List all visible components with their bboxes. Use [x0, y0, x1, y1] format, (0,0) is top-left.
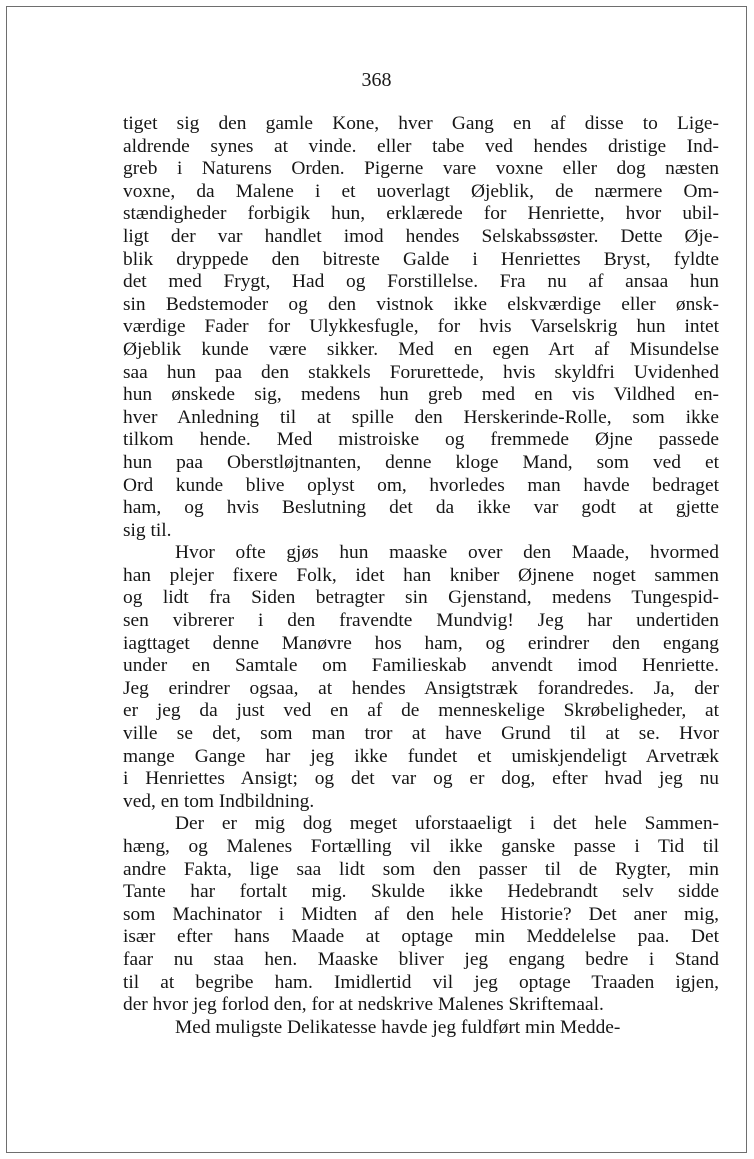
body-text — [123, 113, 719, 1039]
text-line: sen vibrerer i den fravendte Mundvig! Jeg har undertiden — [123, 610, 719, 632]
text-line: tilkom hende. Med mistroiske og fremmede Øjne passede — [123, 429, 719, 451]
paragraph — [123, 113, 719, 542]
text-line: ham, og hvis Beslutning det da ikke var godt at gjette — [123, 497, 719, 519]
text-line: han plejer fixere Folk, idet han kniber Øjnene noget sammen — [123, 564, 719, 586]
text-line: hun paa Oberstløjtnanten, denne kloge Mand, som ved et — [123, 451, 719, 473]
text-line: hun ønskede sig, medens hun greb med en vis Vildhed en- — [123, 384, 719, 406]
text-line: hæng, og Malenes Fortælling vil ikke ganske passe i Tid til — [123, 836, 719, 857]
text-line: ligt der var handlet imod hendes Selskabssøster. Dette Øje- — [123, 225, 719, 247]
paragraph — [123, 542, 719, 813]
text-line: Jeg erindrer ogsaa, at hendes Ansigtstræk forandredes. Ja, der — [123, 677, 719, 699]
text-line: til at begribe ham. Imidlertid vil jeg optage Traaden igjen, — [123, 971, 719, 993]
text-line: især efter hans Maade at optage min Meddelelse paa. Det — [123, 926, 719, 948]
text-line: under en Samtale om Familieskab anvendt imod Henriette. — [123, 655, 719, 677]
text-line: som Machinator i Midten af den hele Historie? Det aner mig, — [123, 903, 719, 925]
text-line: sin Bedstemoder og den vistnok ikke elskværdige eller ønsk- — [123, 293, 719, 315]
text-line: Øjeblik kunde være sikker. Med en egen Art af Misundelse — [123, 338, 719, 360]
text-line: stændigheder forbigik hun, erklærede for Henriette, hvor ubil- — [123, 203, 719, 225]
text-line: tiget sig den gamle Kone, hver Gang en af disse to Lige- — [123, 113, 719, 134]
text-line: voxne, da Malene i et uoverlagt Øjeblik, de nærmere Om- — [123, 180, 719, 202]
text-line: andre Fakta, lige saa lidt som den passer til de Rygter, min — [123, 858, 719, 880]
text-line: det med Frygt, Had og Forstillelse. Fra nu af ansaa hun — [123, 271, 719, 293]
text-line: er jeg da just ved en af de menneskelige Skrøbeligheder, at — [123, 700, 719, 722]
text-line: Hvor ofte gjøs hun maaske over den Maade, hvormed — [175, 542, 719, 564]
text-line: sig til. — [123, 519, 172, 541]
paragraph — [123, 1017, 719, 1040]
text-line: ville se det, som man tror at have Grund til at se. Hvor — [123, 723, 719, 745]
text-line: blik dryppede den bitreste Galde i Henriettes Bryst, fyldte — [123, 248, 719, 270]
text-line: Tante har fortalt mig. Skulde ikke Hedebrandt selv sidde — [123, 881, 719, 903]
text-line: aldrende synes at vinde. eller tabe ved hendes dristige Ind- — [123, 135, 719, 157]
text-line: hver Anledning til at spille den Herskerinde-Rolle, som ikke — [123, 406, 719, 428]
text-line: iagttaget denne Manøvre hos ham, og erindrer den engang — [123, 632, 719, 654]
text-line: greb i Naturens Orden. Pigerne vare voxne eller dog næsten — [123, 158, 719, 180]
text-line: mange Gange har jeg ikke fundet et umiskjendeligt Arvetræk — [123, 745, 719, 767]
text-line: Med muligste Delikatesse havde jeg fuldført min Medde- — [175, 1016, 621, 1038]
text-line: faar nu staa hen. Maaske bliver jeg engang bedre i Stand — [123, 948, 719, 970]
text-line: saa hun paa den stakkels Forurettede, hvis skyldfri Uvidenhed — [123, 361, 719, 383]
text-line: Der er mig dog meget uforstaaeligt i det hele Sammen- — [175, 813, 719, 835]
text-line: Ord kunde blive oplyst om, hvorledes man havde bedraget — [123, 474, 719, 496]
page-number: 368 — [361, 69, 392, 91]
book-page — [6, 6, 747, 1153]
text-line: der hvor jeg forlod den, for at nedskrive Malenes Skriftemaal. — [123, 994, 604, 1016]
text-line: ved, en tom Indbildning. — [123, 790, 315, 812]
text-line: og lidt fra Siden betragter sin Gjenstand, medens Tungespid- — [123, 587, 719, 609]
text-line: værdige Fader for Ulykkesfugle, for hvis Varselskrig hun intet — [123, 316, 719, 338]
text-line: i Henriettes Ansigt; og det var og er dog, efter hvad jeg nu — [123, 768, 719, 790]
paragraph — [123, 813, 719, 1016]
